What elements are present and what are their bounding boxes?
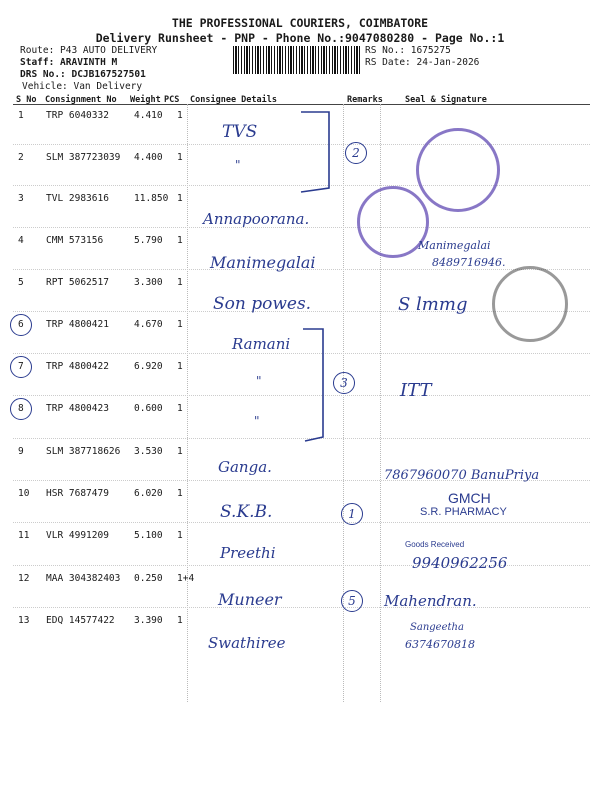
row-consignment: MAA 304382403 bbox=[46, 573, 121, 584]
company-title: THE PROFESSIONAL COURIERS, COIMBATORE bbox=[171, 16, 429, 30]
row-sno: 7 bbox=[18, 361, 24, 372]
col-consignment: Consignment No bbox=[45, 95, 117, 105]
row-consignment: SLM 387723039 bbox=[46, 152, 121, 163]
consignee-hand-1: TVS bbox=[222, 122, 258, 142]
drs-number: DRS No.: DCJB167527501 bbox=[20, 69, 146, 80]
row-pcs: 1 bbox=[177, 152, 183, 163]
row-weight: 4.400 bbox=[134, 152, 163, 163]
row-consignment: TRP 6040332 bbox=[46, 110, 109, 121]
remark-mark-row12: 5 bbox=[341, 590, 363, 612]
signature-row5: S lmmg bbox=[398, 294, 468, 315]
seal-stamp bbox=[492, 266, 568, 342]
sno-circle-mark bbox=[10, 398, 32, 420]
row-weight: 5.790 bbox=[134, 235, 163, 246]
row-consignment: RPT 5062517 bbox=[46, 277, 109, 288]
row-weight: 3.390 bbox=[134, 615, 163, 626]
row-pcs: 1 bbox=[177, 319, 183, 330]
row-sno: 6 bbox=[18, 319, 24, 330]
row-weight: 5.100 bbox=[134, 530, 163, 541]
row-weight: 3.300 bbox=[134, 277, 163, 288]
row-consignment: TRP 4800423 bbox=[46, 403, 109, 414]
row-pcs: 1 bbox=[177, 193, 183, 204]
stamp-text-goods-received: Goods Received bbox=[405, 540, 465, 549]
row-sno: 8 bbox=[18, 403, 24, 414]
row-consignment: VLR 4991209 bbox=[46, 530, 109, 541]
row-sno: 3 bbox=[18, 193, 24, 204]
signature-row9: 7867960070 BanuPriya bbox=[384, 468, 540, 483]
row-pcs: 1 bbox=[177, 277, 183, 288]
sno-circle-mark bbox=[10, 314, 32, 336]
runsheet-title: Delivery Runsheet - PNP - Phone No.:9047080280 - Page No.:1 bbox=[95, 31, 505, 45]
row-weight: 0.250 bbox=[134, 573, 163, 584]
row-pcs: 1 bbox=[177, 110, 183, 121]
staff-label: Staff: ARAVINTH M bbox=[20, 57, 118, 68]
signature-row12: Mahendran. bbox=[384, 592, 477, 610]
row-weight: 4.410 bbox=[134, 110, 163, 121]
row-pcs: 1 bbox=[177, 446, 183, 457]
signature-row13-name: Sangeetha bbox=[410, 622, 464, 633]
signature-row4-name: Manimegalai bbox=[418, 239, 491, 252]
col-sno: S No bbox=[16, 95, 37, 105]
consignee-hand-7: " bbox=[256, 374, 262, 388]
row-weight: 0.600 bbox=[134, 403, 163, 414]
consignee-hand-11: Preethi bbox=[220, 544, 276, 562]
column-divider bbox=[187, 104, 188, 702]
bracket-group-b bbox=[295, 325, 335, 445]
header-rule bbox=[13, 104, 590, 105]
seal-stamp bbox=[416, 128, 500, 212]
consignee-hand-4: Manimegalai bbox=[210, 253, 316, 272]
row-consignment: SLM 387718626 bbox=[46, 446, 121, 457]
col-weight: Weight bbox=[130, 95, 161, 105]
col-pcs: PCS bbox=[164, 95, 180, 105]
sno-circle-mark bbox=[10, 356, 32, 378]
consignee-hand-6: Ramani bbox=[232, 335, 291, 353]
row-sno: 13 bbox=[18, 615, 30, 626]
row-consignment: HSR 7687479 bbox=[46, 488, 109, 499]
row-consignment: TRP 4800421 bbox=[46, 319, 109, 330]
row-pcs: 1 bbox=[177, 615, 183, 626]
col-consignee: Consignee Details bbox=[190, 95, 277, 105]
route-label: Route: P43 AUTO DELIVERY bbox=[20, 45, 158, 56]
stamp-text-gmch: GMCH bbox=[448, 490, 491, 506]
row-pcs: 1 bbox=[177, 488, 183, 499]
row-sno: 1 bbox=[18, 110, 24, 121]
col-remarks: Remarks bbox=[347, 95, 383, 105]
row-sno: 11 bbox=[18, 530, 30, 541]
rs-date: RS Date: 24-Jan-2026 bbox=[365, 57, 480, 68]
vehicle-label: Vehicle: Van Delivery bbox=[22, 81, 143, 92]
consignee-hand-9: Ganga. bbox=[218, 458, 272, 476]
consignee-hand-5: Son powes. bbox=[213, 294, 312, 314]
consignee-hand-13: Swathiree bbox=[208, 634, 286, 652]
row-sno: 2 bbox=[18, 152, 24, 163]
row-consignment: TVL 2983616 bbox=[46, 193, 109, 204]
row-consignment: CMM 573156 bbox=[46, 235, 104, 246]
row-pcs: 1 bbox=[177, 530, 183, 541]
remark-mark-b: 3 bbox=[333, 372, 355, 394]
signature-row8: ITT bbox=[400, 380, 432, 401]
row-consignment: EDQ 14577422 bbox=[46, 615, 115, 626]
row-pcs: 1 bbox=[177, 403, 183, 414]
consignee-hand-2: " bbox=[235, 158, 241, 172]
consignee-hand-10: S.K.B. bbox=[220, 502, 273, 522]
row-pcs: 1 bbox=[177, 361, 183, 372]
signature-row4-phone: 8489716946. bbox=[432, 256, 506, 269]
signature-row11-phone: 9940962256 bbox=[412, 554, 508, 572]
signature-row13-phone: 6374670818 bbox=[405, 638, 475, 651]
row-sno: 10 bbox=[18, 488, 30, 499]
row-pcs: 1 bbox=[177, 235, 183, 246]
row-weight: 4.670 bbox=[134, 319, 163, 330]
row-divider bbox=[13, 607, 590, 608]
row-sno: 9 bbox=[18, 446, 24, 457]
remark-mark-row10: 1 bbox=[341, 503, 363, 525]
row-pcs: 1+4 bbox=[177, 573, 195, 584]
consignee-hand-3: Annapoorana. bbox=[203, 210, 310, 228]
row-weight: 11.850 bbox=[134, 193, 169, 204]
stamp-text-pharmacy: S.R. PHARMACY bbox=[420, 506, 507, 518]
row-consignment: TRP 4800422 bbox=[46, 361, 109, 372]
consignee-hand-12: Muneer bbox=[218, 590, 282, 609]
col-seal: Seal & Signature bbox=[405, 95, 487, 105]
row-sno: 12 bbox=[18, 573, 30, 584]
bracket-group-a bbox=[295, 108, 345, 198]
row-weight: 3.530 bbox=[134, 446, 163, 457]
row-sno: 4 bbox=[18, 235, 24, 246]
consignee-hand-8: " bbox=[254, 414, 260, 428]
row-weight: 6.920 bbox=[134, 361, 163, 372]
rs-number: RS No.: 1675275 bbox=[365, 45, 451, 56]
row-weight: 6.020 bbox=[134, 488, 163, 499]
row-sno: 5 bbox=[18, 277, 24, 288]
barcode-image bbox=[233, 46, 361, 74]
row-divider bbox=[13, 522, 590, 523]
remark-mark-a: 2 bbox=[345, 142, 367, 164]
